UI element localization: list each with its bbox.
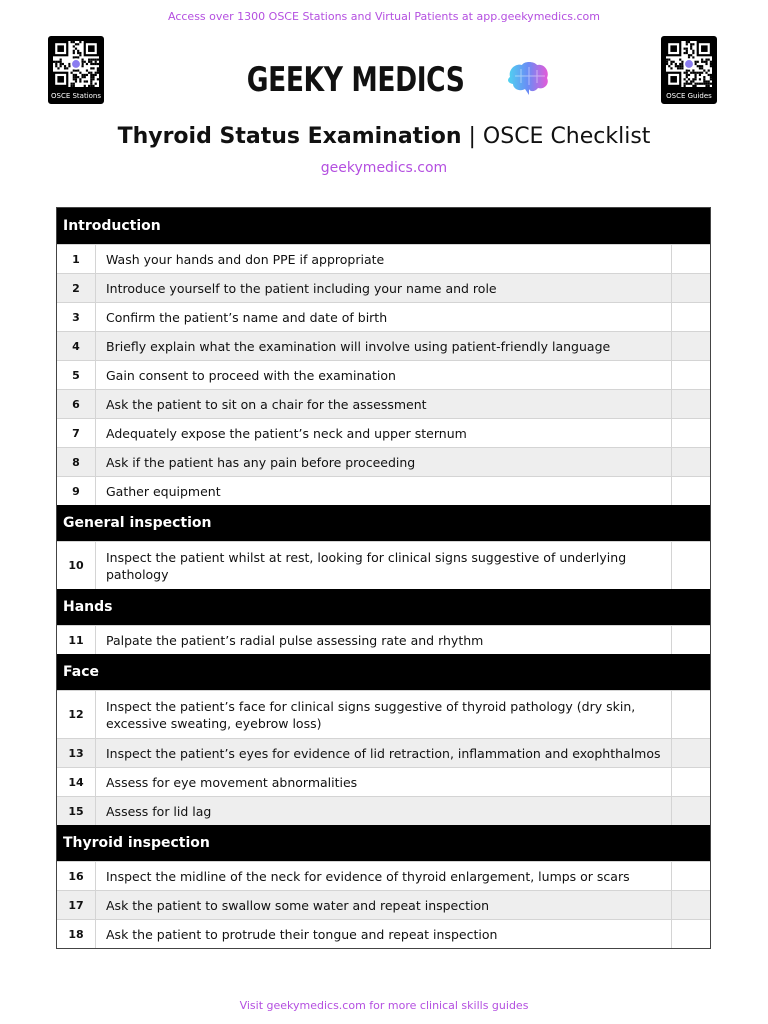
section-header: Thyroid inspection <box>57 825 710 861</box>
item-text: Ask the patient to swallow some water and repeat inspection <box>106 897 490 913</box>
section-header: General inspection <box>57 505 710 541</box>
checkbox-cell[interactable] <box>671 448 710 476</box>
footer-link[interactable]: Visit geekymedics.com for more clinical skills guides <box>239 999 529 1012</box>
item-number: 11 <box>57 626 96 654</box>
checkbox-cell[interactable] <box>671 361 710 389</box>
checklist-row <box>57 625 710 654</box>
checklist-row <box>57 331 710 360</box>
item-number: 2 <box>57 274 96 302</box>
item-number: 3 <box>57 303 96 331</box>
checklist-row <box>57 767 710 796</box>
item-number: 16 <box>57 862 96 890</box>
logo <box>0 58 768 102</box>
item-text: Wash your hands and don PPE if appropriate <box>106 251 385 267</box>
checklist-row <box>57 890 710 919</box>
item-number: 10 <box>57 542 96 589</box>
checkbox-cell[interactable] <box>671 390 710 418</box>
checklist-row <box>57 389 710 418</box>
item-text: Adequately expose the patient’s neck and upper sternum <box>106 425 467 441</box>
title-separator: | <box>461 124 483 149</box>
item-number: 6 <box>57 390 96 418</box>
item-number: 17 <box>57 891 96 919</box>
item-text: Inspect the patient’s eyes for evidence of lid retraction, inflammation and exophthalmos <box>106 745 661 761</box>
checklist-row <box>57 690 710 738</box>
item-text: Assess for lid lag <box>106 803 212 819</box>
checkbox-cell[interactable] <box>671 245 710 273</box>
item-text: Assess for eye movement abnormalities <box>106 774 358 790</box>
item-number: 18 <box>57 920 96 948</box>
item-number: 1 <box>57 245 96 273</box>
item-text: Ask the patient to sit on a chair for the assessment <box>106 396 427 412</box>
checklist-table <box>56 207 711 949</box>
site-link[interactable]: geekymedics.com <box>320 160 448 176</box>
checklist-row <box>57 244 710 273</box>
item-text: Gather equipment <box>106 483 221 499</box>
checkbox-cell[interactable] <box>671 274 710 302</box>
item-number: 12 <box>57 691 96 738</box>
checklist-row <box>57 476 710 505</box>
checklist-row <box>57 360 710 389</box>
checkbox-cell[interactable] <box>671 920 710 948</box>
checkbox-cell[interactable] <box>671 862 710 890</box>
item-number: 7 <box>57 419 96 447</box>
logo-text: GEEKY MEDICS <box>247 60 465 100</box>
section-header: Face <box>57 654 710 690</box>
checkbox-cell[interactable] <box>671 739 710 767</box>
item-text: Inspect the midline of the neck for evidence of thyroid enlargement, lumps or scars <box>106 868 630 884</box>
checklist-row <box>57 861 710 890</box>
checkbox-cell[interactable] <box>671 691 710 738</box>
checklist-row <box>57 738 710 767</box>
checkbox-cell[interactable] <box>671 768 710 796</box>
item-text: Palpate the patient’s radial pulse assessing rate and rhythm <box>106 632 484 648</box>
page-title <box>0 124 768 149</box>
item-text: Ask the patient to protrude their tongue and repeat inspection <box>106 926 498 942</box>
item-number: 9 <box>57 477 96 505</box>
item-text: Briefly explain what the examination will involve using patient-friendly language <box>106 338 611 354</box>
checkbox-cell[interactable] <box>671 477 710 505</box>
section-header: Introduction <box>57 208 710 244</box>
checklist-row <box>57 541 710 589</box>
item-number: 13 <box>57 739 96 767</box>
qr-caption: OSCE Stations <box>50 92 102 100</box>
checklist-row <box>57 796 710 825</box>
item-number: 5 <box>57 361 96 389</box>
checklist-row <box>57 447 710 476</box>
checkbox-cell[interactable] <box>671 626 710 654</box>
item-number: 8 <box>57 448 96 476</box>
item-number: 14 <box>57 768 96 796</box>
item-text: Inspect the patient’s face for clinical signs suggestive of thyroid pathology (dry skin, excessive sweating, eyebrow loss) <box>106 698 636 731</box>
checklist-row <box>57 273 710 302</box>
item-text: Inspect the patient whilst at rest, looking for clinical signs suggestive of underlying pathology <box>106 549 627 582</box>
checkbox-cell[interactable] <box>671 891 710 919</box>
item-number: 15 <box>57 797 96 825</box>
item-number: 4 <box>57 332 96 360</box>
section-header: Hands <box>57 589 710 625</box>
item-text: Introduce yourself to the patient including your name and role <box>106 280 497 296</box>
checkbox-cell[interactable] <box>671 332 710 360</box>
item-text: Ask if the patient has any pain before proceeding <box>106 454 416 470</box>
checklist-row <box>57 302 710 331</box>
checklist-row <box>57 919 710 948</box>
checkbox-cell[interactable] <box>671 419 710 447</box>
top-banner-link[interactable]: Access over 1300 OSCE Stations and Virtual Patients at app.geekymedics.com <box>168 10 600 23</box>
checkbox-cell[interactable] <box>671 542 710 589</box>
brain-icon <box>504 59 552 101</box>
qr-caption: OSCE Guides <box>666 92 712 100</box>
checkbox-cell[interactable] <box>671 303 710 331</box>
item-text: Gain consent to proceed with the examination <box>106 367 396 383</box>
title-bold: Thyroid Status Examination <box>117 124 462 149</box>
title-rest: OSCE Checklist <box>482 124 651 149</box>
checklist-row <box>57 418 710 447</box>
checkbox-cell[interactable] <box>671 797 710 825</box>
item-text: Confirm the patient’s name and date of birth <box>106 309 388 325</box>
